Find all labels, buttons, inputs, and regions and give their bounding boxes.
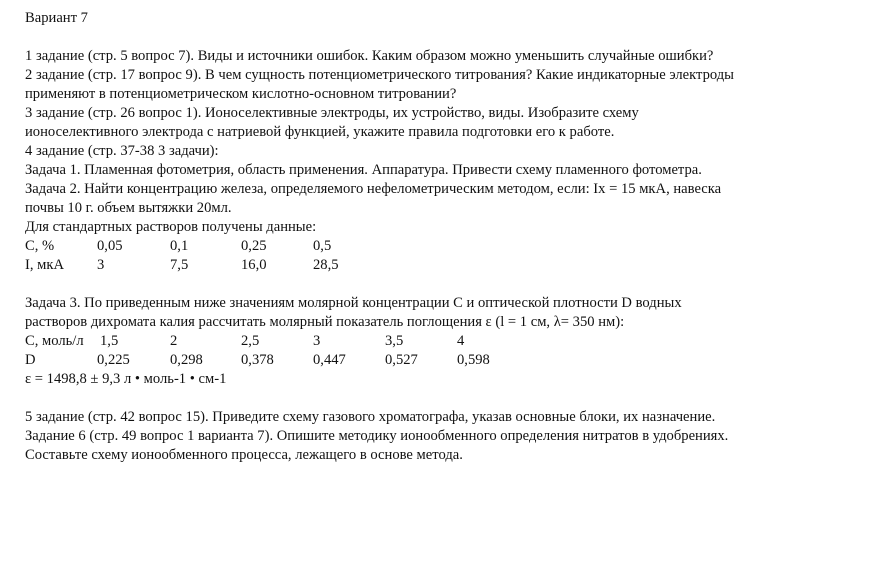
table-cell: 2 [170,333,178,349]
task-6-line-1: Задание 6 (стр. 49 вопрос 1 варианта 7). Опишите методику ионообменного определения нитратов в удобрениях. [25,428,729,444]
problem-2-line-1: Задача 2. Найти концентрацию железа, определяемого нефелометрическим методом, если: Ix = 15 мкА, навеска [25,181,722,197]
table-cell: D [25,352,36,368]
problem-1: Задача 1. Пламенная фотометрия, область применения. Аппаратура. Привести схему пламенного фотометра. [25,162,702,178]
table-cell: 0,527 [385,352,418,368]
task-6-line-2: Составьте схему ионообменного процесса, лежащего в основе метода. [25,447,463,463]
table-2-row-concentration [25,332,865,351]
table-cell: 7,5 [170,257,189,273]
table-cell: 2,5 [241,333,260,349]
table-cell: 0,05 [97,238,123,254]
table-1-row-current [25,256,865,275]
task-4: 4 задание (стр. 37-38 3 задачи): [25,143,219,159]
task-2-line-1: 2 задание (стр. 17 вопрос 9). В чем сущность потенциометрического титрования? Какие индикаторные электроды [25,67,734,83]
task-3-line-1: 3 задание (стр. 26 вопрос 1). Ионоселективные электроды, их устройство, виды. Изобразите схему [25,105,639,121]
table-cell: 0,378 [241,352,274,368]
table-cell: 3 [97,257,105,273]
spacer [25,275,865,294]
table-1-caption: Для стандартных растворов получены данные: [25,219,317,235]
table-cell: 3 [313,333,321,349]
table-cell: С, моль/л [25,333,84,349]
table-cell: 0,5 [313,238,332,254]
table-2-row-density [25,351,865,370]
problem-2-line-2: почвы 10 г. объем вытяжки 20мл. [25,200,232,216]
problem-3-line-2: растворов дихромата калия рассчитать молярный показатель поглощения ε (l = 1 см, λ= 350 нм): [25,314,625,330]
task-1: 1 задание (стр. 5 вопрос 7). Виды и источники ошибок. Каким образом можно уменьшить случайные ошибки? [25,48,714,64]
spacer [25,389,865,408]
table-cell: 0,25 [241,238,267,254]
problem-3-line-1: Задача 3. По приведенным ниже значениям молярной концентрации С и оптической плотности D водных [25,295,682,311]
table-cell: 0,225 [97,352,130,368]
table-cell: 3,5 [385,333,404,349]
document-body [25,9,865,465]
table-cell: 4 [457,333,465,349]
task-3-line-2: ионоселективного электрода с натриевой функцией, укажите правила подготовки его к работе. [25,124,615,140]
table-cell: 0,447 [313,352,346,368]
table-cell: 28,5 [313,257,339,273]
task-5: 5 задание (стр. 42 вопрос 15). Приведите схему газового хроматографа, указав основные блоки, их назначение. [25,409,716,425]
task-2-line-2: применяют в потенциометрическом кислотно-основном титровании? [25,86,457,102]
table-cell: 16,0 [241,257,267,273]
table-1-row-concentration [25,237,865,256]
table-cell: С, % [25,238,55,254]
variant-title: Вариант 7 [25,10,88,26]
table-cell: 0,1 [170,238,189,254]
table-cell: 0,598 [457,352,490,368]
spacer [25,28,865,47]
table-cell: 0,298 [170,352,203,368]
table-cell: I, мкА [25,257,65,273]
table-cell: 1,5 [100,333,119,349]
epsilon-result: ε = 1498,8 ± 9,3 л • моль-1 • см-1 [25,371,227,387]
